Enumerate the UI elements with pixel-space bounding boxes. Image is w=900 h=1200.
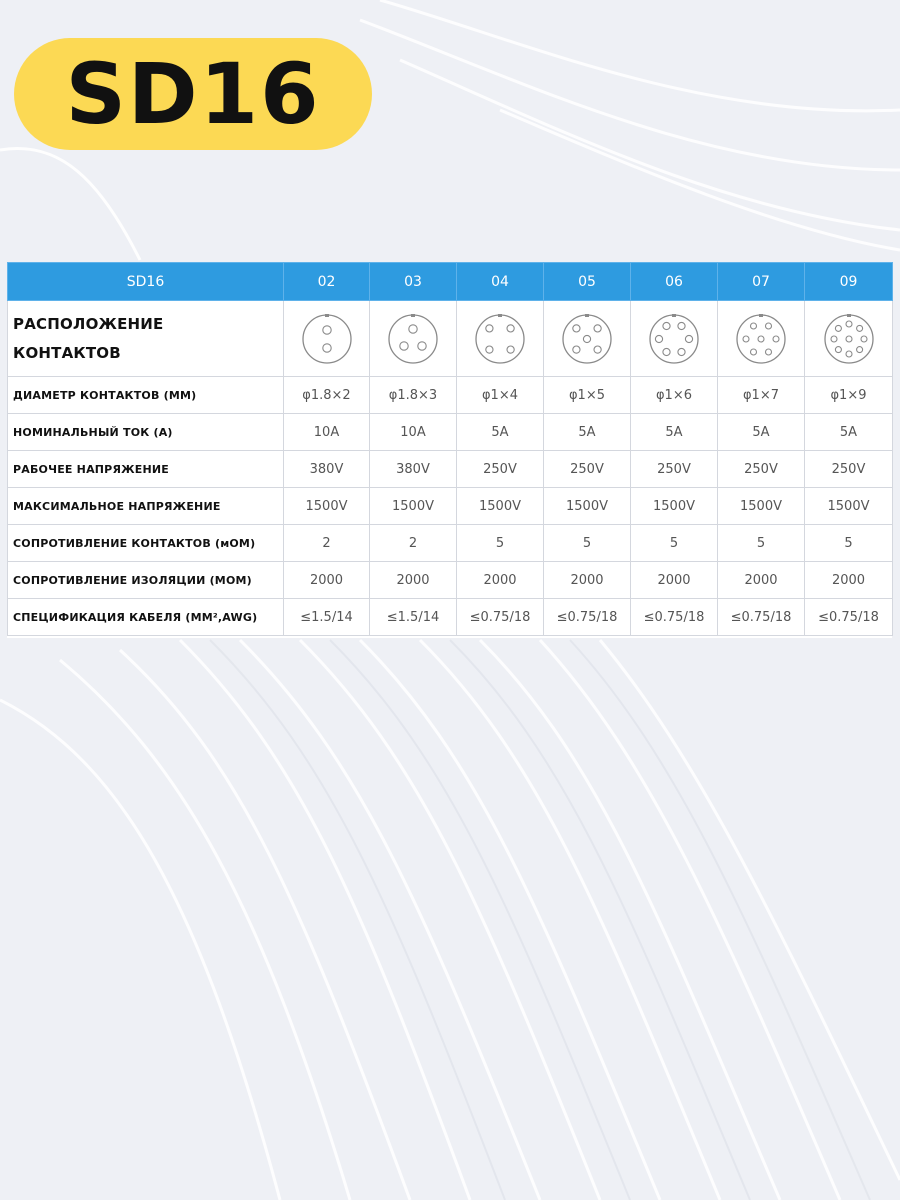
table-cell: 5: [631, 525, 718, 562]
table-cell: 5A: [718, 414, 805, 451]
header-col: 02: [284, 263, 370, 301]
table-row: [8, 451, 893, 488]
table-cell: 250V: [457, 451, 544, 488]
table-cell: 250V: [805, 451, 893, 488]
table-cell: φ1×7: [718, 377, 805, 414]
connector-pin-layout-icon: [560, 312, 614, 366]
header-col: 04: [457, 263, 544, 301]
spec-table-container: [7, 262, 892, 638]
table-cell: 380V: [370, 451, 457, 488]
table-row: [8, 562, 893, 599]
table-cell: φ1.8×3: [370, 377, 457, 414]
row-label: ДИАМЕТР КОНТАКТОВ (ММ): [8, 377, 284, 414]
header-col: 06: [631, 263, 718, 301]
row-label: РАБОЧЕЕ НАПРЯЖЕНИЕ: [8, 451, 284, 488]
pin-layout-label-line1: РАСПОЛОЖЕНИЕ: [13, 314, 164, 333]
table-cell: 1500V: [805, 488, 893, 525]
pin-diagram-cell: [805, 301, 893, 377]
table-cell: 5A: [457, 414, 544, 451]
table-cell: ≤0.75/18: [544, 599, 631, 636]
pin-layout-label: [8, 301, 284, 377]
row-label: МАКСИМАЛЬНОЕ НАПРЯЖЕНИЕ: [8, 488, 284, 525]
table-row: [8, 599, 893, 636]
pin-diagram-cell: [284, 301, 370, 377]
table-cell: 2000: [631, 562, 718, 599]
table-cell: 2000: [805, 562, 893, 599]
table-row: [8, 377, 893, 414]
table-cell: 5A: [631, 414, 718, 451]
table-row: [8, 414, 893, 451]
table-cell: ≤0.75/18: [631, 599, 718, 636]
table-cell: 5: [805, 525, 893, 562]
connector-pin-layout-icon: [386, 312, 440, 366]
table-cell: 1500V: [457, 488, 544, 525]
table-cell: 2000: [457, 562, 544, 599]
table-cell: 2000: [370, 562, 457, 599]
row-label: СОПРОТИВЛЕНИЕ КОНТАКТОВ (мОМ): [8, 525, 284, 562]
connector-pin-layout-icon: [734, 312, 788, 366]
table-cell: φ1×5: [544, 377, 631, 414]
title-badge: [14, 38, 372, 150]
spec-table: [7, 262, 893, 636]
table-cell: 2: [370, 525, 457, 562]
header-col: 09: [805, 263, 893, 301]
table-cell: ≤0.75/18: [805, 599, 893, 636]
table-cell: φ1×6: [631, 377, 718, 414]
pin-layout-row: [8, 301, 893, 377]
table-cell: 5: [544, 525, 631, 562]
table-cell: 5A: [805, 414, 893, 451]
table-cell: 1500V: [718, 488, 805, 525]
pin-diagram-cell: [457, 301, 544, 377]
connector-pin-layout-icon: [822, 312, 876, 366]
table-cell: φ1×9: [805, 377, 893, 414]
pin-layout-label-line2: КОНТАКТОВ: [13, 343, 121, 362]
table-cell: ≤1.5/14: [370, 599, 457, 636]
table-row: [8, 488, 893, 525]
table-cell: ≤0.75/18: [457, 599, 544, 636]
table-cell: 10A: [284, 414, 370, 451]
table-cell: 2000: [544, 562, 631, 599]
table-cell: 250V: [718, 451, 805, 488]
connector-pin-layout-icon: [473, 312, 527, 366]
table-cell: 1500V: [284, 488, 370, 525]
table-cell: φ1.8×2: [284, 377, 370, 414]
pin-diagram-cell: [544, 301, 631, 377]
row-label: СПЕЦИФИКАЦИЯ КАБЕЛЯ (ММ²,AWG): [8, 599, 284, 636]
connector-pin-layout-icon: [647, 312, 701, 366]
table-cell: ≤0.75/18: [718, 599, 805, 636]
table-cell: 250V: [631, 451, 718, 488]
table-row: [8, 525, 893, 562]
header-col: 05: [544, 263, 631, 301]
table-cell: 5: [718, 525, 805, 562]
table-cell: 380V: [284, 451, 370, 488]
pin-diagram-cell: [631, 301, 718, 377]
table-cell: 5: [457, 525, 544, 562]
table-cell: 2000: [718, 562, 805, 599]
row-label: СОПРОТИВЛЕНИЕ ИЗОЛЯЦИИ (МОМ): [8, 562, 284, 599]
table-cell: ≤1.5/14: [284, 599, 370, 636]
table-cell: 2: [284, 525, 370, 562]
header-col: 07: [718, 263, 805, 301]
table-cell: 1500V: [370, 488, 457, 525]
pin-diagram-cell: [718, 301, 805, 377]
connector-pin-layout-icon: [300, 312, 354, 366]
table-cell: 10A: [370, 414, 457, 451]
table-cell: 250V: [544, 451, 631, 488]
table-cell: 5A: [544, 414, 631, 451]
table-cell: 1500V: [544, 488, 631, 525]
badge-title: SD16: [65, 45, 321, 143]
header-corner: SD16: [8, 263, 284, 301]
table-cell: 2000: [284, 562, 370, 599]
header-col: 03: [370, 263, 457, 301]
pin-diagram-cell: [370, 301, 457, 377]
row-label: НОМИНАЛЬНЫЙ ТОК (А): [8, 414, 284, 451]
table-cell: φ1×4: [457, 377, 544, 414]
table-header-row: [8, 263, 893, 301]
table-cell: 1500V: [631, 488, 718, 525]
